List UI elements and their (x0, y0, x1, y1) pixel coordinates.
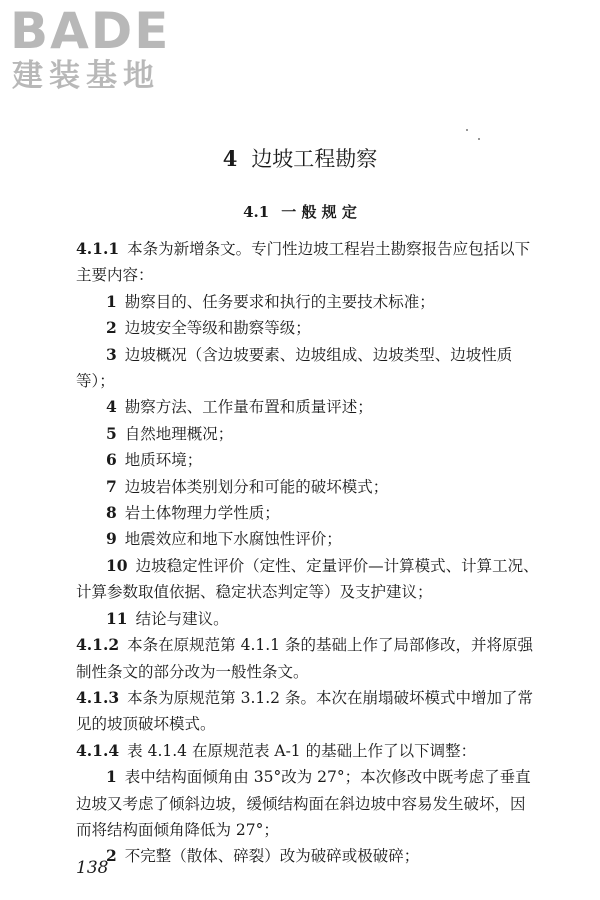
item-number: 3 (106, 344, 117, 364)
item-number: 6 (106, 450, 117, 470)
item-text: 地质环境； (124, 451, 203, 470)
item-number: 2 (106, 846, 117, 866)
body-text (76, 236, 540, 870)
list-item (76, 500, 540, 526)
scan-speck (466, 129, 468, 131)
section-heading (0, 200, 600, 224)
item-text: 岩土体物理力学性质； (124, 504, 280, 523)
scan-speck (478, 138, 480, 140)
item-text: 边坡安全等级和勘察等级； (124, 319, 311, 338)
item-text: 勘察目的、任务要求和执行的主要技术标准； (124, 292, 435, 311)
list-item (76, 394, 540, 420)
item-number: 4 (106, 397, 117, 417)
chapter-heading (0, 144, 600, 174)
watermark-latin: BADE (10, 2, 171, 60)
item-text: 勘察方法、工作量布置和质量评述； (124, 398, 373, 417)
clause-text: 本条为新增条文。专门性边坡工程岩土勘察报告应包括以下主要内容： (76, 240, 531, 285)
item-number: 1 (106, 767, 117, 787)
item-text: 地震效应和地下水腐蚀性评价； (124, 530, 342, 549)
list-item (76, 421, 540, 447)
clause-text: 表 4.1.4 在原规范表 A-1 的基础上作了以下调整： (127, 741, 477, 760)
list-item (76, 289, 540, 315)
list-item (76, 553, 540, 606)
item-text: 不完整（散体、碎裂）改为破碎或极破碎； (124, 847, 420, 866)
list-item (76, 447, 540, 473)
item-text: 边坡概况（含边坡要素、边坡组成、边坡类型、边坡性质等）； (76, 345, 513, 391)
item-text: 边坡岩体类别划分和可能的破坏模式； (124, 477, 389, 496)
item-text: 自然地理概况； (124, 424, 234, 443)
item-text: 结论与建议。 (135, 609, 229, 628)
item-number: 11 (106, 608, 128, 628)
item-number: 7 (106, 476, 117, 496)
section-number: 4.1 (243, 203, 270, 221)
clause-number: 4.1.4 (76, 740, 120, 760)
item-number: 8 (106, 503, 117, 523)
clause (76, 236, 540, 289)
item-number: 1 (106, 291, 117, 311)
bade-watermark-logo (10, 4, 170, 94)
clause-text: 本条在原规范第 4.1.1 条的基础上作了局部修改，并将原强制性条文的部分改为一般性条文。 (76, 636, 533, 681)
chapter-number: 4 (222, 146, 238, 171)
item-number: 2 (106, 318, 117, 338)
list-item (76, 526, 540, 552)
item-number: 5 (106, 423, 117, 443)
clause (76, 685, 540, 738)
list-item (76, 764, 540, 843)
clause (76, 738, 540, 764)
clause (76, 632, 540, 685)
item-text: 边坡稳定性评价（定性、定量评价—计算模式、计算工况、计算参数取值依据、稳定状态判定等）及支护建议； (76, 556, 539, 602)
list-item (76, 315, 540, 341)
list-item (76, 474, 540, 500)
watermark-cjk: 建装基地 (12, 58, 160, 94)
clause-text: 本条为原规范第 3.1.2 条。本次在崩塌破坏模式中增加了常见的坡顶破坏模式。 (76, 688, 533, 734)
list-item (76, 606, 540, 632)
section-title: 一 般 规 定 (281, 203, 357, 221)
page-number: 138 (76, 858, 109, 878)
item-text: 表中结构面倾角由 35°改为 27°；本次修改中既考虑了垂直边坡又考虑了倾斜边坡，缓倾结构面在斜边坡中容易发生破坏，因而将结构面倾角降低为 27°； (76, 768, 531, 839)
chapter-title: 边坡工程勘察 (251, 147, 378, 171)
clause-number: 4.1.2 (76, 635, 120, 655)
list-item (76, 342, 540, 395)
item-number: 9 (106, 529, 117, 549)
list-item (76, 843, 540, 869)
item-number: 10 (106, 555, 128, 575)
clause-number: 4.1.3 (76, 687, 120, 707)
clause-number: 4.1.1 (76, 239, 120, 258)
